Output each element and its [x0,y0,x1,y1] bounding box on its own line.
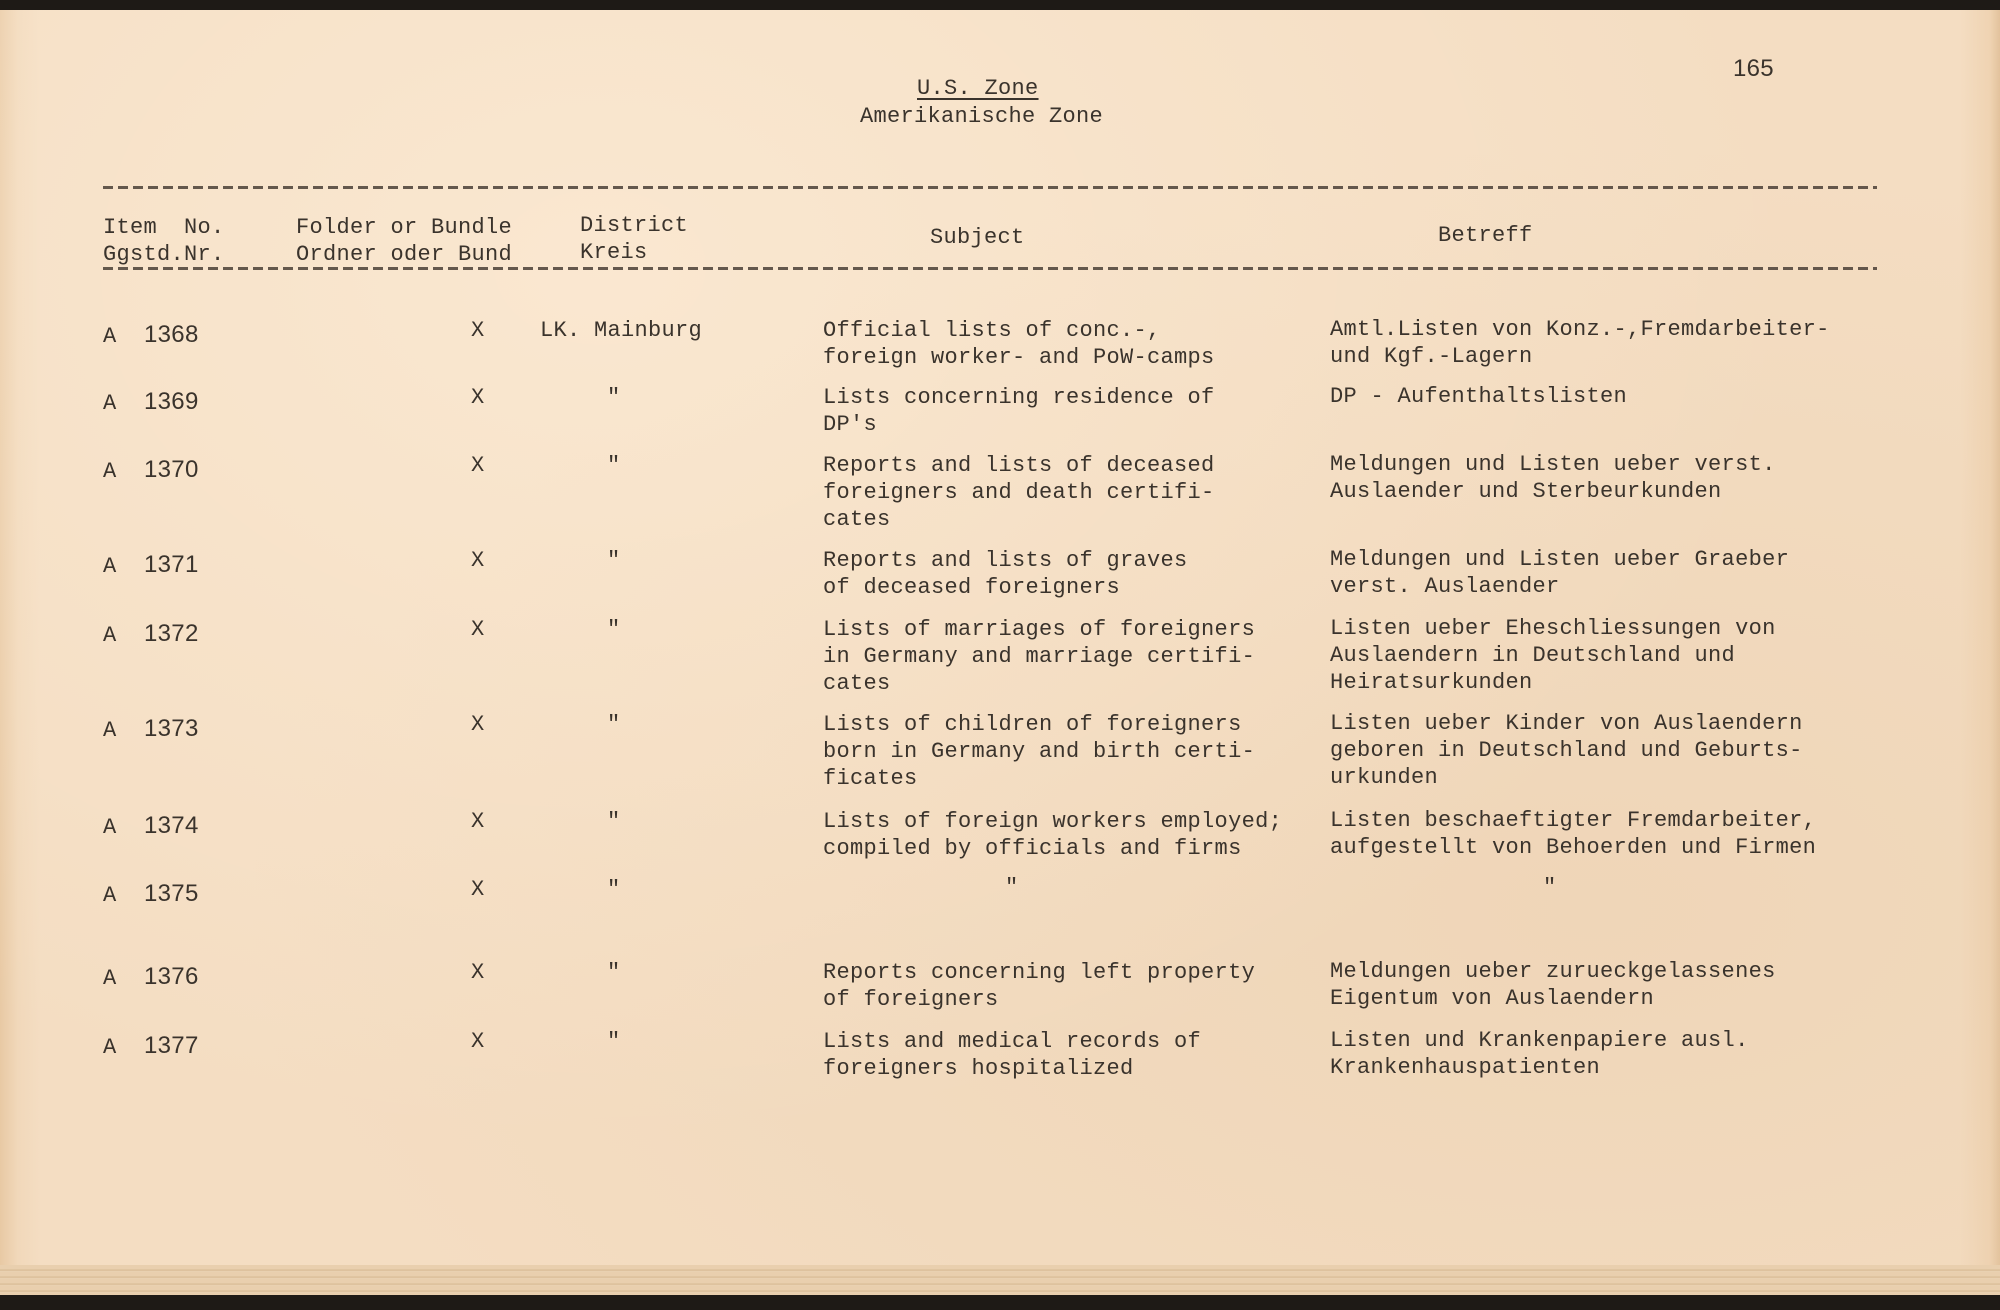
cell-item-prefix: A [103,1035,117,1060]
cell-folder-mark: X [471,712,485,737]
cell-folder-mark: X [471,809,485,834]
document-page [0,10,2000,1295]
header-district-de: Kreis [580,240,648,265]
cell-folder-mark: X [471,877,485,902]
cell-item-prefix: A [103,815,117,840]
cell-item-prefix: A [103,459,117,484]
cell-district: " [607,809,621,834]
cell-folder-mark: X [471,960,485,985]
page-subtitle: Amerikanische Zone [860,104,1104,129]
page-title: U.S. Zone [917,76,1039,101]
cell-subject: Official lists of conc.-, foreign worker- and PoW-camps [823,318,1215,370]
cell-betreff: Listen ueber Eheschliessungen von Auslaendern in Deutschland und Heiratsurkunden [1330,616,1776,695]
cell-item-number: 1373 [144,715,199,742]
header-item-no-de: Ggstd.Nr. [103,242,225,267]
cell-betreff: Listen und Krankenpapiere ausl. Krankenhauspatienten [1330,1028,1749,1080]
cell-subject: Reports and lists of deceased foreigners and death certifi- cates [823,453,1215,532]
header-betreff: Betreff [1438,223,1533,248]
cell-item-prefix: A [103,883,117,908]
header-subject: Subject [930,225,1025,250]
cell-betreff: DP - Aufenthaltslisten [1330,384,1628,409]
cell-district: " [607,877,621,902]
cell-subject: Lists and medical records of foreigners hospitalized [823,1029,1202,1081]
header-bottom-divider [103,267,1877,270]
cell-item-number: 1372 [144,620,199,647]
header-folder-de: Ordner oder Bund [296,242,513,267]
cell-subject: Lists of children of foreigners born in Germany and birth certi- ficates [823,712,1256,791]
cell-betreff: Meldungen und Listen ueber Graeber verst. Auslaender [1330,547,1790,599]
cell-subject: Reports concerning left property of foreigners [823,960,1256,1012]
page-stack-edge [0,1265,2000,1295]
cell-item-prefix: A [103,718,117,743]
cell-subject: Reports and lists of graves of deceased foreigners [823,548,1188,600]
cell-district: " [607,1029,621,1054]
cell-folder-mark: X [471,617,485,642]
cell-district: " [607,385,621,410]
cell-item-number: 1368 [144,321,199,348]
header-folder-en: Folder or Bundle [296,215,513,240]
cell-betreff: Meldungen ueber zurueckgelassenes Eigentum von Auslaendern [1330,959,1776,1011]
page-number: 165 [1733,55,1774,82]
cell-district: " [607,617,621,642]
cell-item-number: 1369 [144,388,199,415]
cell-item-number: 1376 [144,963,199,990]
cell-item-number: 1370 [144,456,199,483]
cell-district: " [607,453,621,478]
cell-item-number: 1375 [144,880,199,907]
cell-item-number: 1371 [144,551,199,578]
cell-item-number: 1374 [144,812,199,839]
cell-betreff: Amtl.Listen von Konz.-,Fremdarbeiter- und Kgf.-Lagern [1330,317,1830,369]
cell-betreff: " [1543,875,1557,900]
header-top-divider [103,186,1877,189]
cell-district: " [607,960,621,985]
cell-item-prefix: A [103,623,117,648]
cell-item-prefix: A [103,554,117,579]
header-item-no-en: Item No. [103,215,225,240]
cell-item-prefix: A [103,324,117,349]
cell-subject: " [1005,875,1019,900]
cell-district: LK. Mainburg [540,318,703,343]
cell-folder-mark: X [471,548,485,573]
cell-item-number: 1377 [144,1032,199,1059]
cell-subject: Lists of foreign workers employed; compiled by officials and firms [823,809,1283,861]
cell-district: " [607,712,621,737]
cell-folder-mark: X [471,318,485,343]
cell-item-prefix: A [103,391,117,416]
cell-item-prefix: A [103,966,117,991]
cell-betreff: Listen ueber Kinder von Auslaendern geboren in Deutschland und Geburts- urkunden [1330,711,1803,790]
cell-betreff: Listen beschaeftigter Fremdarbeiter, aufgestellt von Behoerden und Firmen [1330,808,1817,860]
cell-district: " [607,548,621,573]
cell-subject: Lists of marriages of foreigners in Germany and marriage certifi- cates [823,617,1256,696]
header-district-en: District [580,213,689,238]
cell-subject: Lists concerning residence of DP's [823,385,1215,437]
cell-betreff: Meldungen und Listen ueber verst. Auslaender und Sterbeurkunden [1330,452,1776,504]
cell-folder-mark: X [471,1029,485,1054]
cell-folder-mark: X [471,453,485,478]
cell-folder-mark: X [471,385,485,410]
